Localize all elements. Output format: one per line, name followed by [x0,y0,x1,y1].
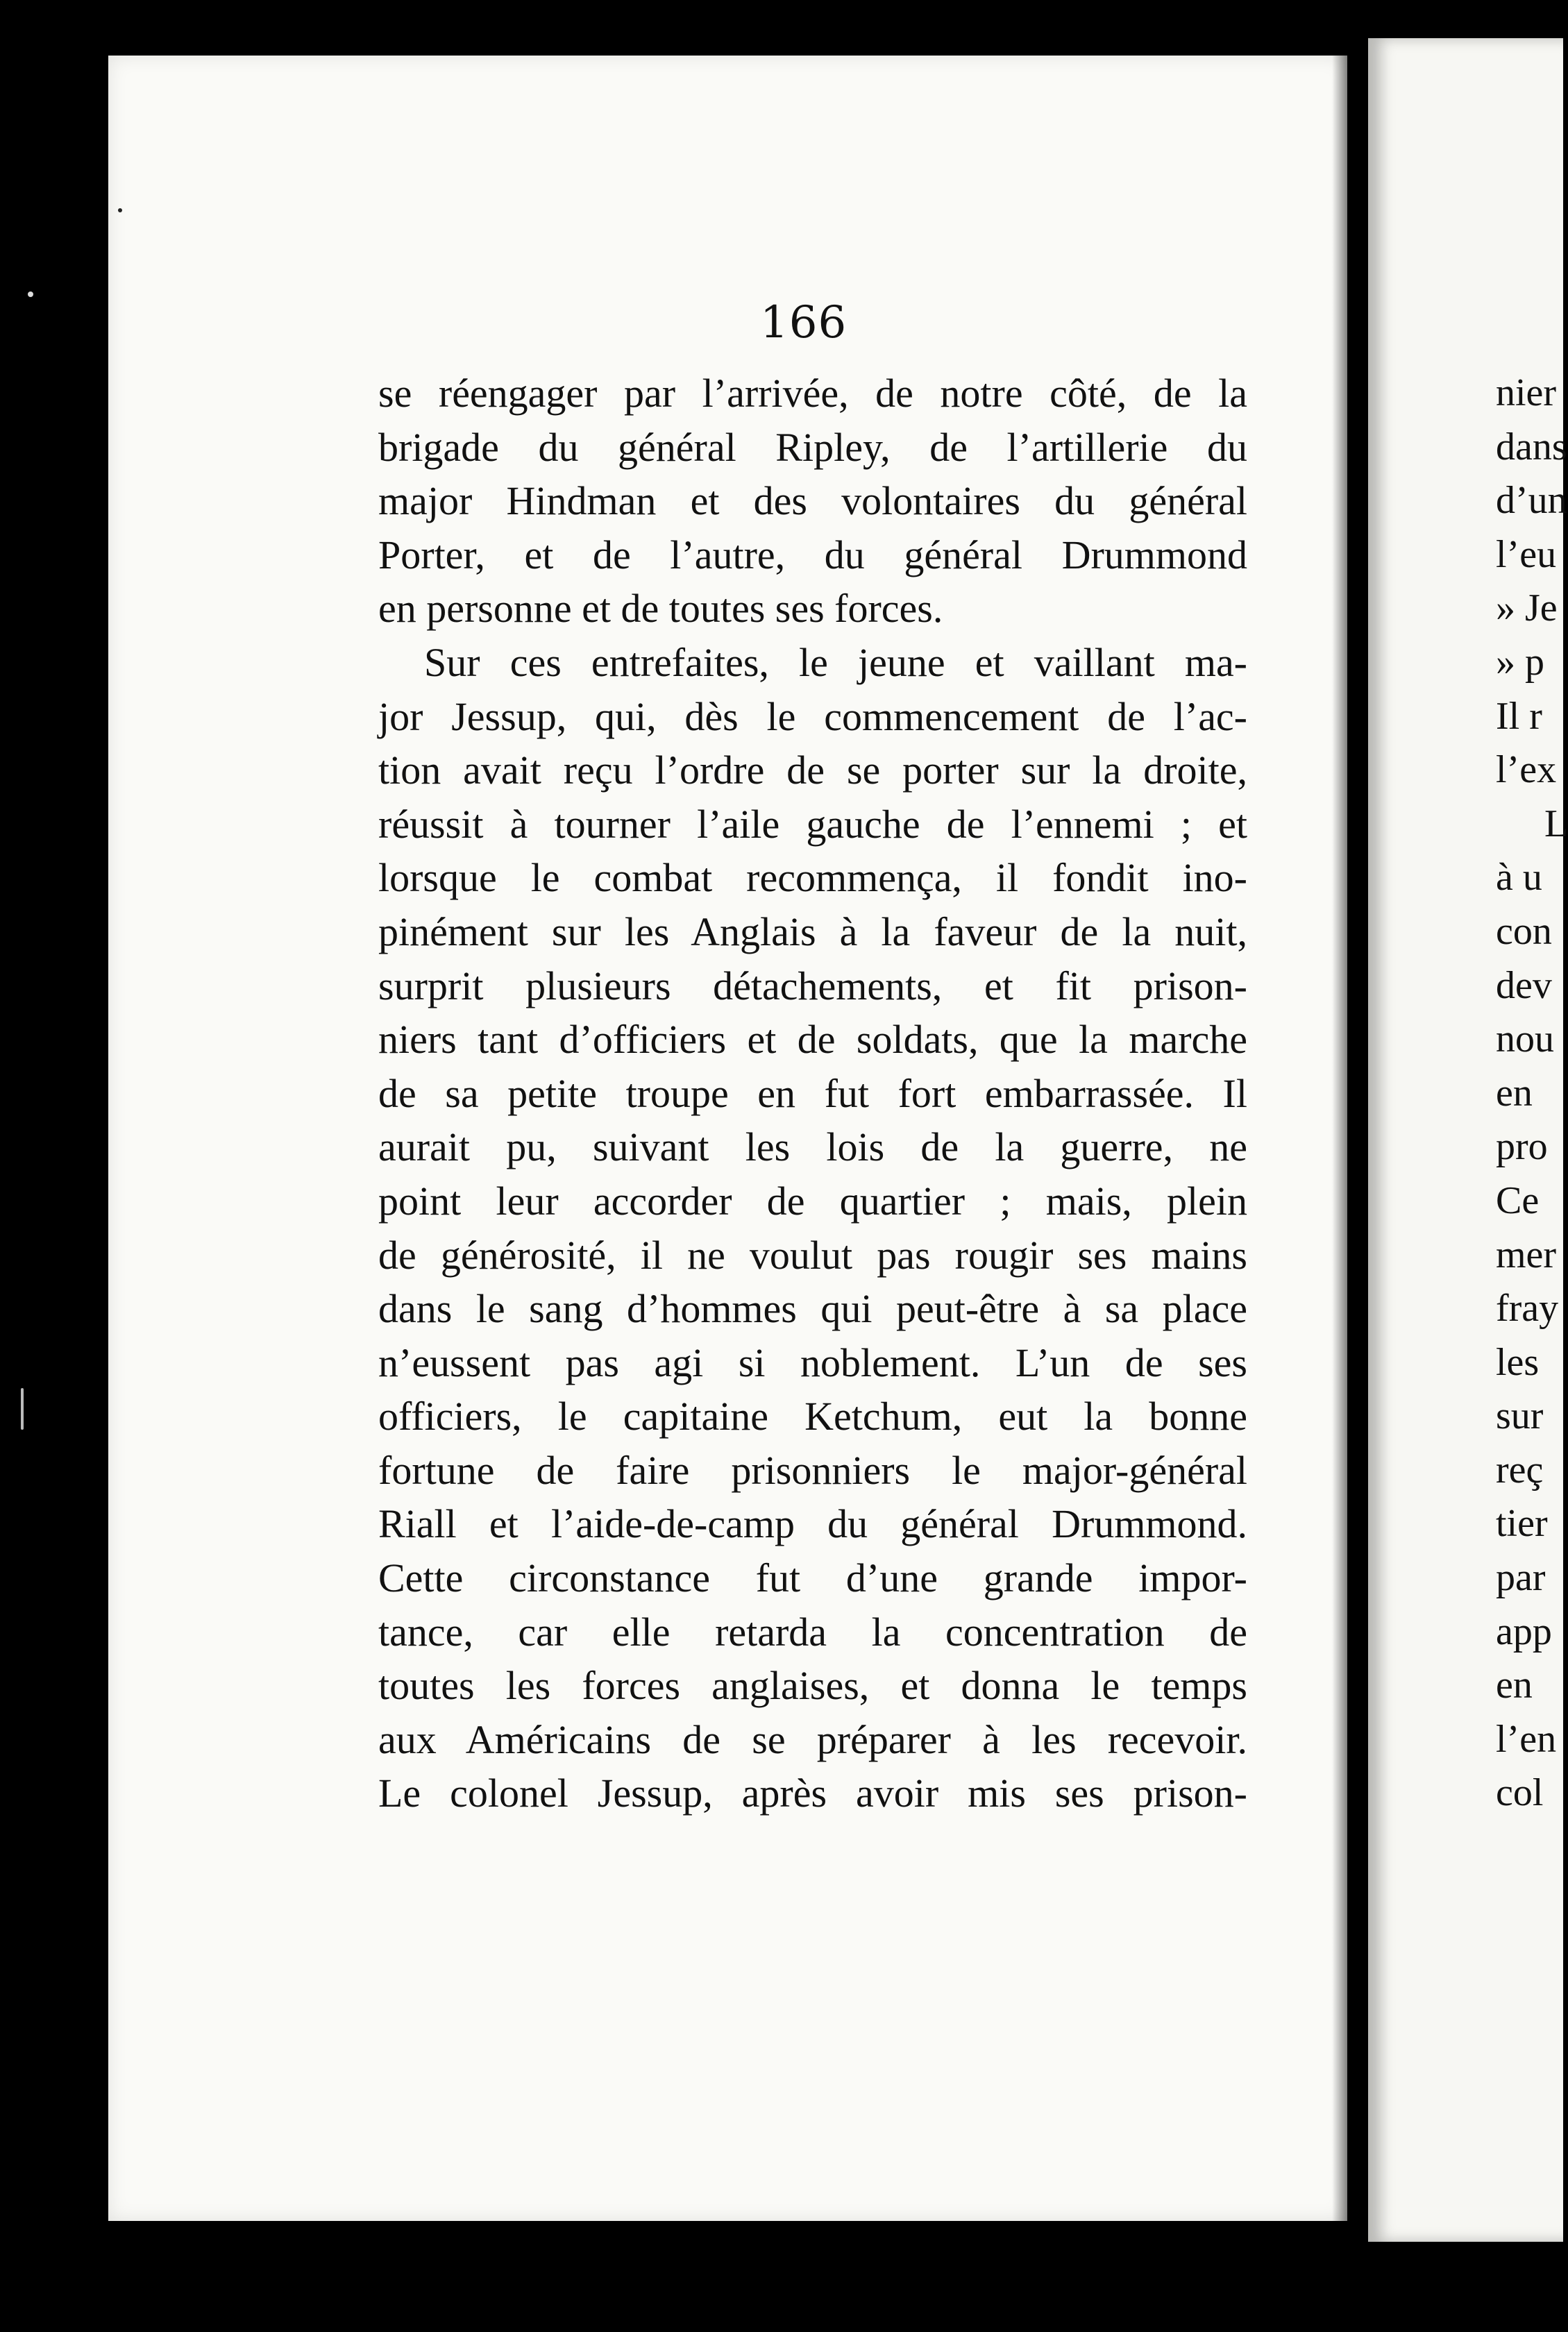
text-line: par [1496,1556,1546,1600]
text-line: nou [1496,1017,1554,1061]
left-page-text [378,366,1247,1820]
text-line: Riall et l’aide-de-camp du général Drummond. [378,1501,1247,1547]
text-line: à u [1496,856,1542,899]
scan-speck [118,208,122,212]
text-line: Il r [1496,694,1542,738]
text-line: dans [1496,425,1567,468]
text-line: réussit à tourner l’aile gauche de l’ennemi ; et [378,801,1247,847]
scan-speck [21,1388,24,1430]
text-line: fortune de faire prisonniers le major-général [378,1447,1247,1493]
text-line: nier [1496,371,1557,414]
text-line: dans le sang d’hommes qui peut-être à sa place [378,1286,1247,1332]
text-line: l’eu [1496,532,1557,576]
text-line: n’eussent pas agi si noblement. L’un de ses [378,1340,1247,1385]
text-line: » Je [1496,586,1558,630]
text-line: jor Jessup, qui, dès le commencement de l’ac- [378,693,1247,739]
text-line: brigade du général Ripley, de l’artillerie du [378,424,1247,470]
page-number: 166 [760,297,848,348]
text-line: con [1496,909,1552,953]
text-line: toutes les forces anglaises, et donna le temps [378,1663,1247,1709]
text-line: lorsque le combat recommença, il fondit ino- [378,855,1247,901]
text-line: de sa petite troupe en fut fort embarrassée. Il [378,1070,1247,1116]
text-line: col [1496,1771,1544,1815]
text-line: Ce [1496,1178,1540,1222]
text-line: mer [1496,1233,1557,1276]
scan-speck [28,292,33,297]
text-line: les [1496,1340,1540,1384]
text-line: niers tant d’officiers et de soldats, que la marche [378,1017,1247,1063]
text-line: tion avait reçu l’ordre de se porter sur la droite, [378,747,1247,793]
text-line: Sur ces entrefaites, le jeune et vaillant ma- [424,639,1247,685]
text-line: l’en [1496,1717,1557,1761]
text-line: tance, car elle retarda la concentration de [378,1609,1247,1655]
text-line: en [1496,1071,1533,1115]
text-line: » p [1496,640,1544,684]
text-line: aurait pu, suivant les lois de la guerre, ne [378,1124,1247,1170]
text-line: point leur accorder de quartier ; mais, plein [378,1178,1247,1224]
text-line: pinément sur les Anglais à la faveur de la nuit, [378,909,1247,954]
text-line: tier [1496,1502,1548,1546]
text-line: se réengager par l’arrivée, de notre côté, de la [378,371,1247,416]
text-line: Cette circonstance fut d’une grande impor- [378,1555,1247,1601]
text-line: Le colonel Jessup, après avoir mis ses prison- [378,1771,1247,1816]
text-line: fray [1496,1287,1559,1330]
text-line: officiers, le capitaine Ketchum, eut la bonne [378,1394,1247,1439]
right-page-text [1496,366,1568,1921]
text-line: en personne et de toutes ses forces. [378,586,943,632]
text-line: l’ex [1496,748,1557,792]
text-line: L [1544,802,1568,845]
text-line: app [1496,1609,1552,1653]
text-line: major Hindman et des volontaires du général [378,478,1247,524]
book-gutter [1347,42,1368,2242]
text-line: pro [1496,1125,1548,1169]
text-line: aux Américains de se préparer à les recevoir. [378,1716,1247,1762]
text-line: de générosité, il ne voulut pas rougir ses mains [378,1232,1247,1278]
text-line: d’un [1496,479,1567,523]
text-line: surprit plusieurs détachements, et fit prison- [378,963,1247,1008]
text-line: Porter, et de l’autre, du général Drummond [378,532,1247,577]
text-line: dev [1496,963,1552,1007]
text-line: sur [1496,1394,1544,1438]
text-line: en [1496,1664,1533,1707]
text-line: reç [1496,1448,1544,1492]
